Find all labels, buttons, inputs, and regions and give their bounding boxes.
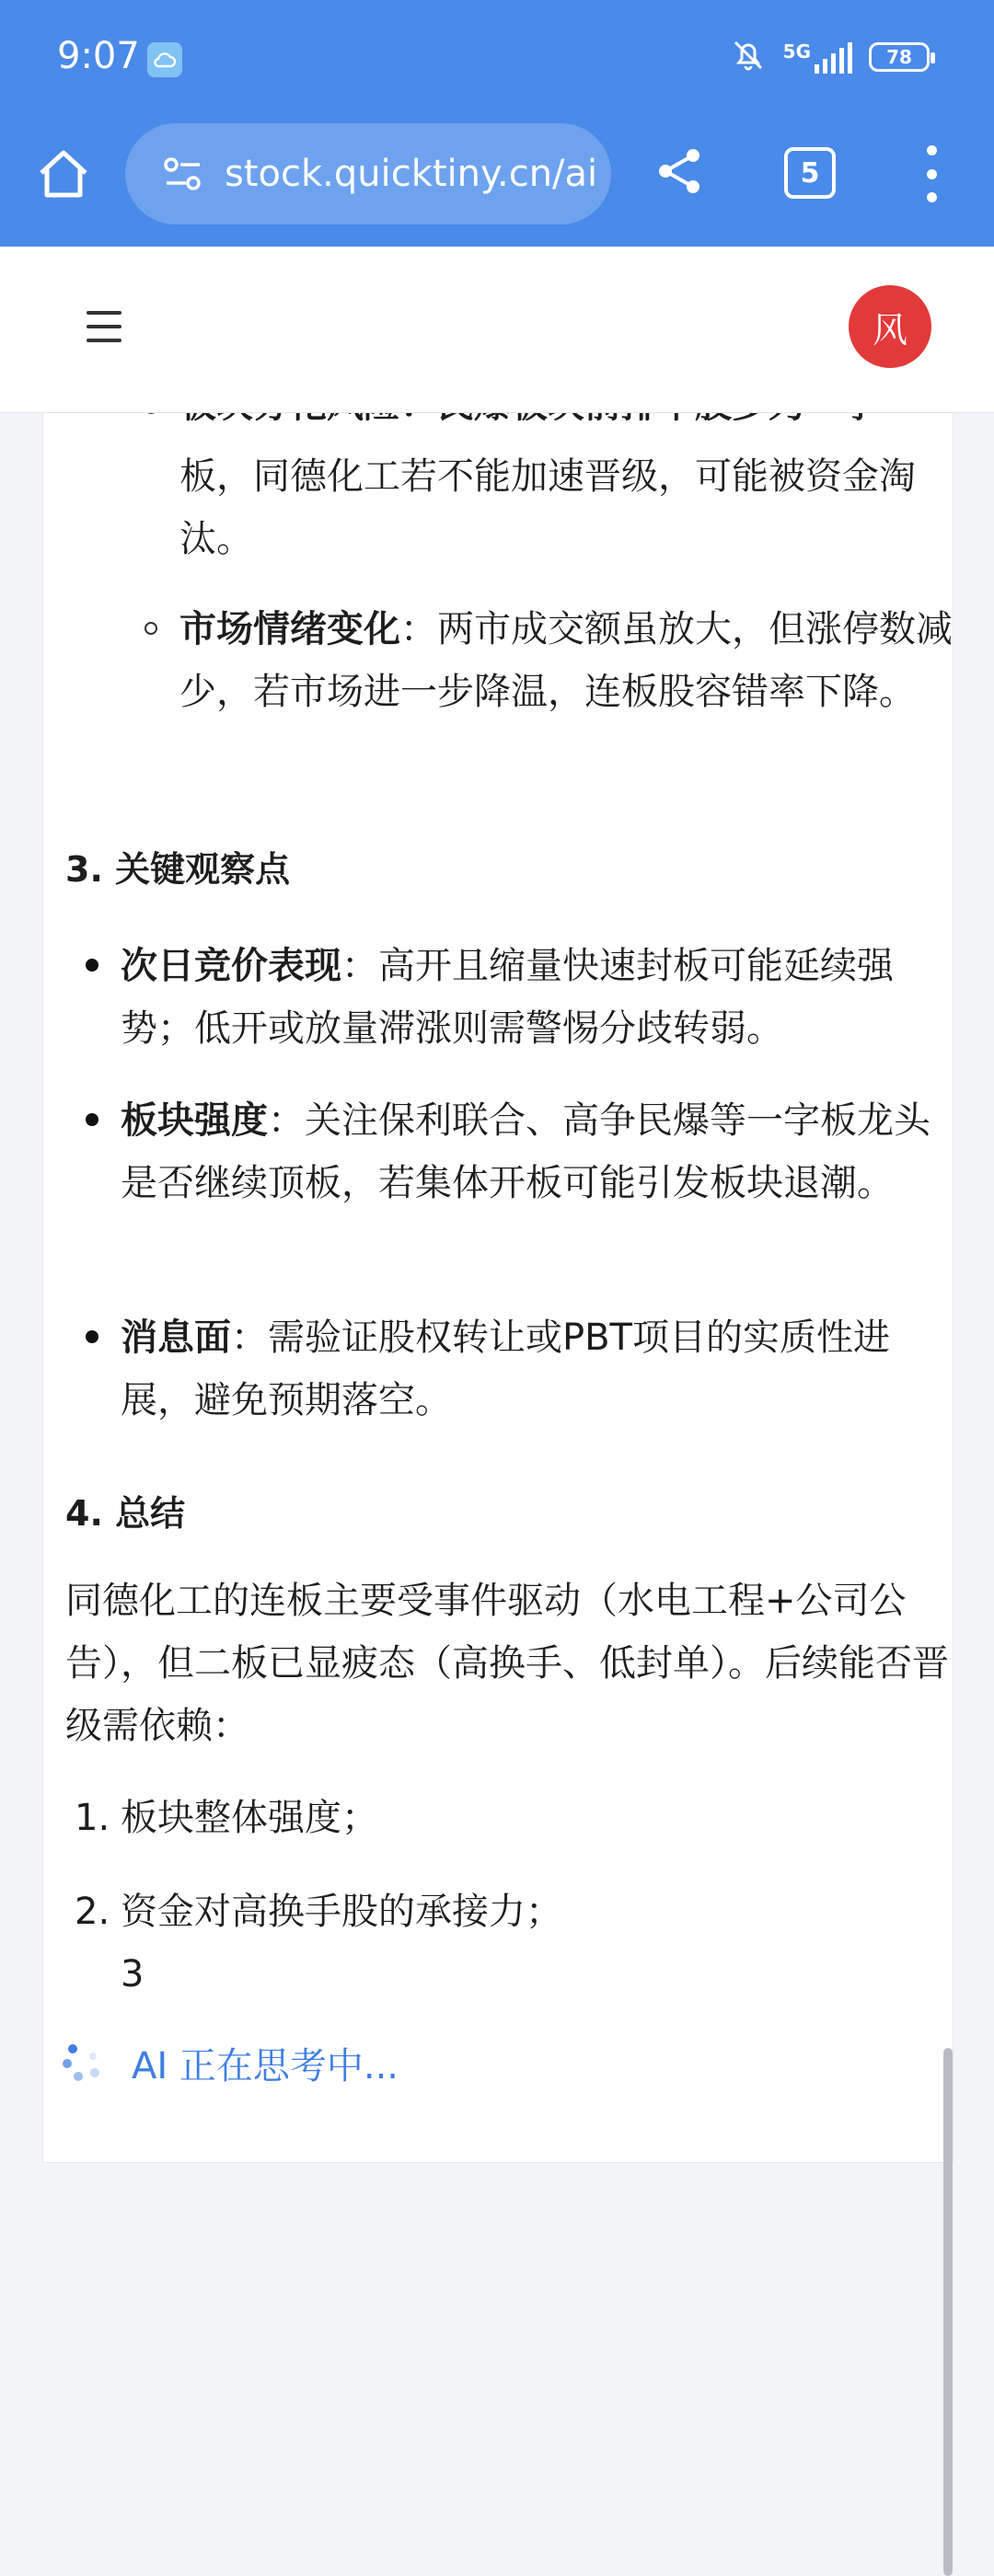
list-number: 1. — [75, 1797, 110, 1839]
section4-heading: 4. 总结 — [65, 1493, 186, 1534]
share-button[interactable] — [646, 138, 712, 204]
section3-heading: 3. 关键观察点 — [65, 849, 291, 890]
tab-count: 5 — [800, 156, 820, 190]
summary-paragraph: 同德化工的连板主要受事件驱动（水电工程+公司公告），但二板已显疲态（高换手、低封单）。后续能否晋级需依赖： — [65, 1580, 949, 1747]
risk-item-sentiment: 市场情绪变化：两市成交额虽放大，但涨停数减少，若市场进一步降温，连板股容错率下降。 — [179, 608, 953, 713]
signal-icon — [783, 40, 852, 74]
bullet-dot — [86, 959, 98, 972]
user-avatar[interactable] — [849, 285, 931, 368]
url-text[interactable]: stock.quicktiny.cn/ai — [225, 153, 598, 195]
tab-switcher-button[interactable] — [784, 147, 836, 199]
mute-bell-icon — [730, 37, 767, 77]
cloud-icon — [147, 42, 182, 77]
thinking-label: AI 正在思考中... — [132, 2044, 399, 2087]
summary-list-item: 资金对高换手股的承接力； — [121, 1891, 562, 1933]
list-number: 2. — [75, 1891, 110, 1933]
battery-icon — [869, 42, 930, 72]
risk-item-text: 板，同德化工若不能加速晋级，可能被资金淘汰。 — [179, 455, 916, 560]
summary-list-item: 板块整体强度； — [121, 1797, 378, 1839]
share-icon — [653, 144, 706, 198]
network-type: 5G — [782, 40, 811, 63]
address-bar[interactable] — [125, 123, 611, 224]
app-header — [0, 247, 994, 413]
ai-answer-card — [42, 412, 954, 2163]
bullet-dot — [86, 1330, 98, 1343]
home-button[interactable] — [33, 144, 94, 204]
overflow-menu-button[interactable] — [909, 142, 954, 206]
status-time: 9:07 — [57, 35, 140, 77]
bullet-dot — [86, 1113, 98, 1126]
status-bar — [0, 0, 994, 110]
observation-item: 板块强度：关注保利联合、高争民爆等一字板龙头是否继续顶板，若集体开板可能引发板块退潮。 — [121, 1099, 930, 1204]
avatar-text: 风 — [872, 309, 907, 351]
home-icon — [36, 147, 91, 201]
hamburger-menu-icon[interactable] — [87, 311, 121, 342]
ai-thinking-indicator — [62, 2035, 399, 2090]
browser-chrome — [0, 0, 994, 247]
more-vert-icon — [927, 145, 937, 155]
scrollbar[interactable] — [943, 2048, 953, 2576]
sub-bullet-circle — [144, 622, 157, 635]
battery-level: 78 — [886, 46, 912, 68]
observation-item: 消息面：需验证股权转让或PBT项目的实质性进展，避免预期落空。 — [121, 1317, 890, 1421]
observation-item: 次日竞价表现：高开且缩量快速封板可能延续强势；低开或放量滞涨则需警惕分歧转弱。 — [121, 945, 894, 1050]
loading-spinner-icon — [62, 2040, 108, 2086]
site-settings-icon[interactable] — [162, 153, 204, 195]
browser-toolbar — [0, 120, 994, 230]
summary-list-partial: 3 — [121, 1953, 144, 1995]
